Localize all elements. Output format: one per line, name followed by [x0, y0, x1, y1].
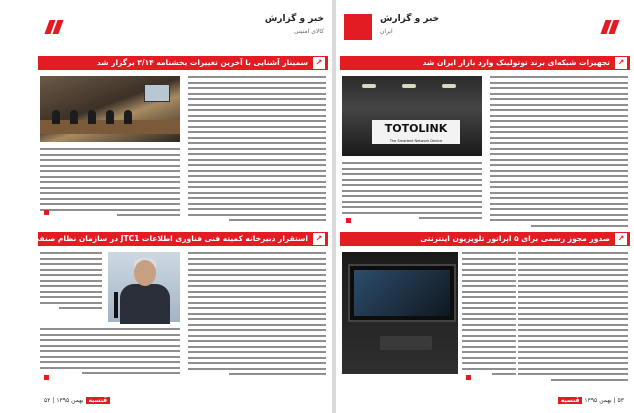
left-running-header	[34, 6, 332, 46]
left-section-title: خبر و گزارش	[264, 14, 324, 24]
right-article1-headline[interactable]: تجهیزات شبکه‌ای برند توتولینک وارد بازار ایران شد ↗	[340, 56, 630, 70]
left-article1-column-left	[40, 148, 180, 220]
footer-page-number: ۵۲	[44, 397, 51, 404]
arrow-icon: ↗	[313, 57, 325, 69]
footer-issue: بهمن ۱۳۹۵	[584, 397, 612, 404]
right-article2-column-middle	[462, 252, 516, 379]
speaker-portrait-photo	[108, 252, 180, 322]
left-article2-column-left	[40, 328, 180, 378]
left-article2-headline[interactable]: استقرار دبیرخانه کمیته فنی فناوری اطلاعات JTC1 در سازمان نظام صنفی رایانه‌ای ↗	[38, 232, 328, 246]
article-end-marker	[466, 375, 471, 380]
arrow-icon: ↗	[313, 233, 325, 245]
left-article2-column-middle	[40, 252, 102, 313]
article-end-marker	[44, 210, 49, 215]
footer-brand: فُنسیه	[558, 397, 583, 404]
iptv-device-photo	[342, 252, 458, 374]
magazine-logo-icon	[44, 20, 64, 34]
left-article2-column-right	[188, 252, 326, 379]
left-section-subtitle: کالای امنیتی	[293, 28, 324, 35]
totolink-sign: TOTOLINK The Smartest Network Device	[372, 120, 460, 144]
right-running-header	[336, 6, 634, 46]
arrow-icon: ↗	[615, 57, 627, 69]
article-end-marker	[346, 218, 351, 223]
right-section-subtitle: ایران	[380, 28, 393, 35]
section-tab	[344, 14, 372, 40]
totolink-booth-photo	[342, 76, 482, 156]
arrow-icon: ↗	[615, 233, 627, 245]
left-footer: فُنسیه بهمن ۱۳۹۵ | ۵۲	[44, 397, 110, 407]
right-article2-column-right	[518, 252, 628, 384]
article-end-marker	[44, 375, 49, 380]
meeting-photo	[40, 76, 180, 142]
right-article2-headline[interactable]: صدور مجوز رسمی برای ۵ اپراتور تلویزیون اینترنتی ↗	[340, 232, 630, 246]
footer-issue: بهمن ۱۳۹۵	[56, 397, 84, 404]
footer-page-number: ۵۳	[617, 397, 624, 404]
right-article1-column-left	[342, 162, 482, 223]
magazine-logo-icon	[600, 20, 620, 34]
footer-brand: فُنسیه	[86, 397, 111, 404]
right-section-title: خبر و گزارش	[380, 14, 440, 24]
right-page	[336, 0, 634, 413]
right-footer: ۵۳ | بهمن ۱۳۹۵ فُنسیه	[558, 397, 624, 407]
left-article1-column-right	[188, 76, 326, 225]
left-article1-headline[interactable]: سمینار آشنایی با آخرین تغییرات بخشنامه ۳/۱۴ برگزار شد ↗	[38, 56, 328, 70]
right-article1-column-right	[490, 76, 628, 230]
